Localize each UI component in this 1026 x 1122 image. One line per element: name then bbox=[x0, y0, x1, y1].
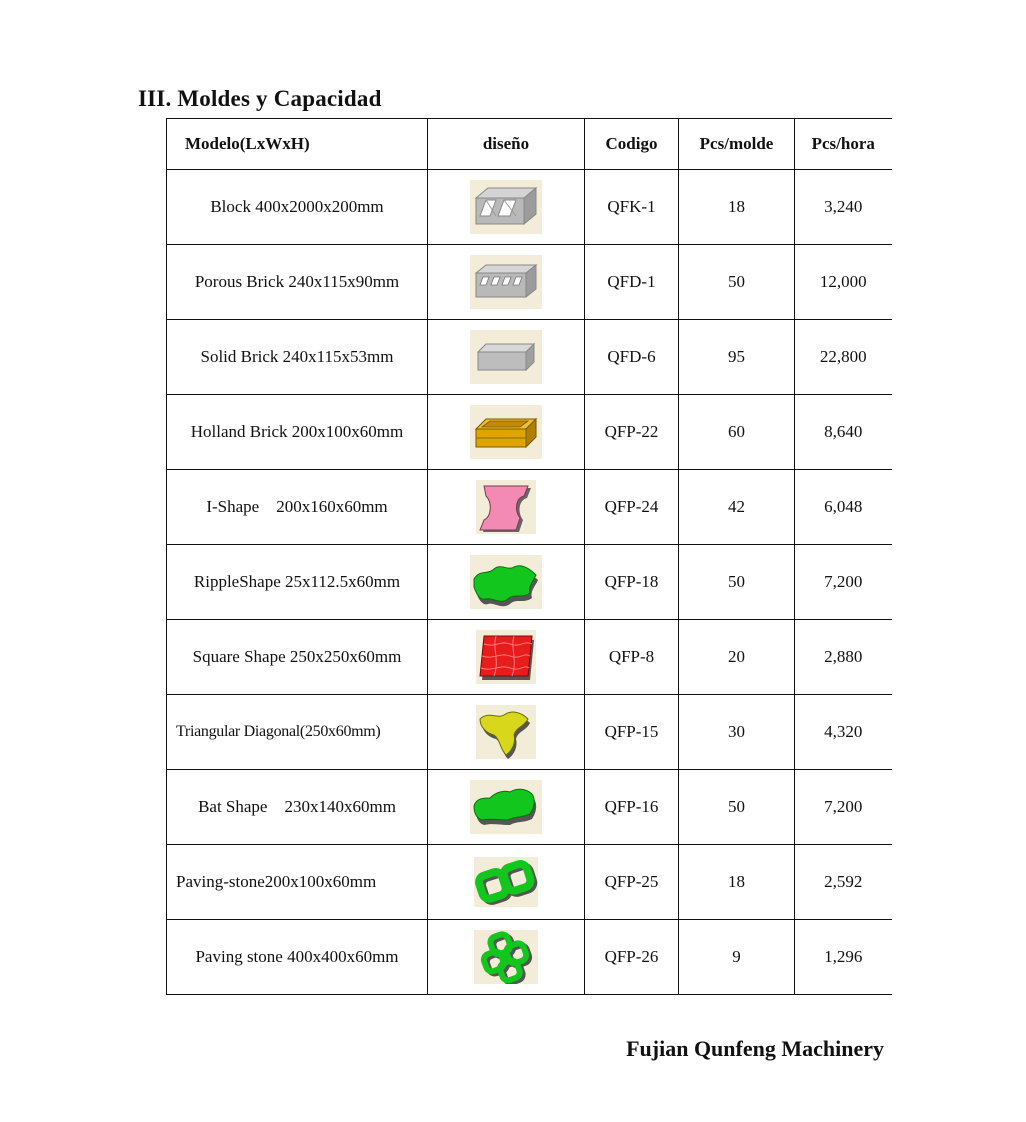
cell-pcs-hour: 12,000 bbox=[795, 245, 892, 320]
cell-code: QFK-1 bbox=[585, 170, 679, 245]
cell-pcs-hour: 22,800 bbox=[795, 320, 892, 395]
table-row bbox=[167, 620, 892, 695]
header-pcs-mold: Pcs/molde bbox=[679, 119, 795, 170]
cell-design bbox=[428, 770, 585, 845]
grass-paver-cross-image bbox=[470, 930, 542, 984]
table-row bbox=[167, 245, 892, 320]
cell-pcs-mold: 18 bbox=[679, 845, 795, 920]
cell-code: QFD-1 bbox=[585, 245, 679, 320]
cell-code: QFD-6 bbox=[585, 320, 679, 395]
cell-model: Solid Brick 240x115x53mm bbox=[167, 320, 428, 395]
cell-code: QFP-15 bbox=[585, 695, 679, 770]
table-row bbox=[167, 770, 892, 845]
cell-design bbox=[428, 395, 585, 470]
table-row bbox=[167, 395, 892, 470]
cell-code: QFP-18 bbox=[585, 545, 679, 620]
header-pcs-hour: Pcs/hora bbox=[795, 119, 892, 170]
table-row bbox=[167, 695, 892, 770]
table-header-row bbox=[167, 119, 892, 170]
cell-design bbox=[428, 320, 585, 395]
triangular-paver-image bbox=[470, 705, 542, 759]
hollow-block-image bbox=[470, 180, 542, 234]
table-row bbox=[167, 845, 892, 920]
cell-pcs-hour: 3,240 bbox=[795, 170, 892, 245]
cell-pcs-mold: 60 bbox=[679, 395, 795, 470]
cell-pcs-mold: 95 bbox=[679, 320, 795, 395]
cell-pcs-hour: 1,296 bbox=[795, 920, 892, 995]
cell-model: Holland Brick 200x100x60mm bbox=[167, 395, 428, 470]
cell-pcs-mold: 18 bbox=[679, 170, 795, 245]
cell-model: Square Shape 250x250x60mm bbox=[167, 620, 428, 695]
molds-capacity-table bbox=[166, 118, 892, 995]
cell-code: QFP-22 bbox=[585, 395, 679, 470]
square-paver-image bbox=[470, 630, 542, 684]
cell-design bbox=[428, 620, 585, 695]
cell-model: Bat Shape 230x140x60mm bbox=[167, 770, 428, 845]
cell-pcs-hour: 7,200 bbox=[795, 545, 892, 620]
grass-paver-double-image bbox=[470, 855, 542, 909]
cell-pcs-mold: 30 bbox=[679, 695, 795, 770]
company-name: Fujian Qunfeng Machinery bbox=[626, 1036, 884, 1061]
ripple-paver-image bbox=[470, 555, 542, 609]
header-model: Modelo(LxWxH) bbox=[167, 119, 428, 170]
cell-pcs-hour: 4,320 bbox=[795, 695, 892, 770]
cell-model: I-Shape 200x160x60mm bbox=[167, 470, 428, 545]
cell-design bbox=[428, 545, 585, 620]
table-row bbox=[167, 920, 892, 995]
i-shape-paver-image bbox=[470, 480, 542, 534]
table-row bbox=[167, 470, 892, 545]
cell-pcs-mold: 20 bbox=[679, 620, 795, 695]
porous-brick-image bbox=[470, 255, 542, 309]
cell-code: QFP-16 bbox=[585, 770, 679, 845]
cell-design bbox=[428, 695, 585, 770]
cell-pcs-mold: 42 bbox=[679, 470, 795, 545]
cell-pcs-hour: 2,592 bbox=[795, 845, 892, 920]
cell-pcs-mold: 9 bbox=[679, 920, 795, 995]
cell-code: QFP-25 bbox=[585, 845, 679, 920]
cell-model: Porous Brick 240x115x90mm bbox=[167, 245, 428, 320]
table-row bbox=[167, 320, 892, 395]
cell-design bbox=[428, 920, 585, 995]
cell-model: Paving-stone200x100x60mm bbox=[167, 845, 428, 920]
table-row bbox=[167, 170, 892, 245]
cell-pcs-mold: 50 bbox=[679, 770, 795, 845]
cell-design bbox=[428, 470, 585, 545]
cell-code: QFP-8 bbox=[585, 620, 679, 695]
cell-pcs-mold: 50 bbox=[679, 245, 795, 320]
cell-code: QFP-24 bbox=[585, 470, 679, 545]
cell-model: Triangular Diagonal(250x60mm) bbox=[167, 695, 428, 770]
holland-brick-image bbox=[470, 405, 542, 459]
bat-paver-image bbox=[470, 780, 542, 834]
cell-pcs-hour: 2,880 bbox=[795, 620, 892, 695]
solid-brick-image bbox=[470, 330, 542, 384]
cell-pcs-hour: 6,048 bbox=[795, 470, 892, 545]
cell-design bbox=[428, 170, 585, 245]
cell-pcs-mold: 50 bbox=[679, 545, 795, 620]
header-design: diseño bbox=[428, 119, 585, 170]
cell-pcs-hour: 7,200 bbox=[795, 770, 892, 845]
header-code: Codigo bbox=[585, 119, 679, 170]
cell-model: Block 400x2000x200mm bbox=[167, 170, 428, 245]
cell-design bbox=[428, 845, 585, 920]
table-row bbox=[167, 545, 892, 620]
cell-model: RippleShape 25x112.5x60mm bbox=[167, 545, 428, 620]
cell-pcs-hour: 8,640 bbox=[795, 395, 892, 470]
section-title: III. Moldes y Capacidad bbox=[138, 86, 382, 111]
cell-design bbox=[428, 245, 585, 320]
cell-code: QFP-26 bbox=[585, 920, 679, 995]
cell-model: Paving stone 400x400x60mm bbox=[167, 920, 428, 995]
